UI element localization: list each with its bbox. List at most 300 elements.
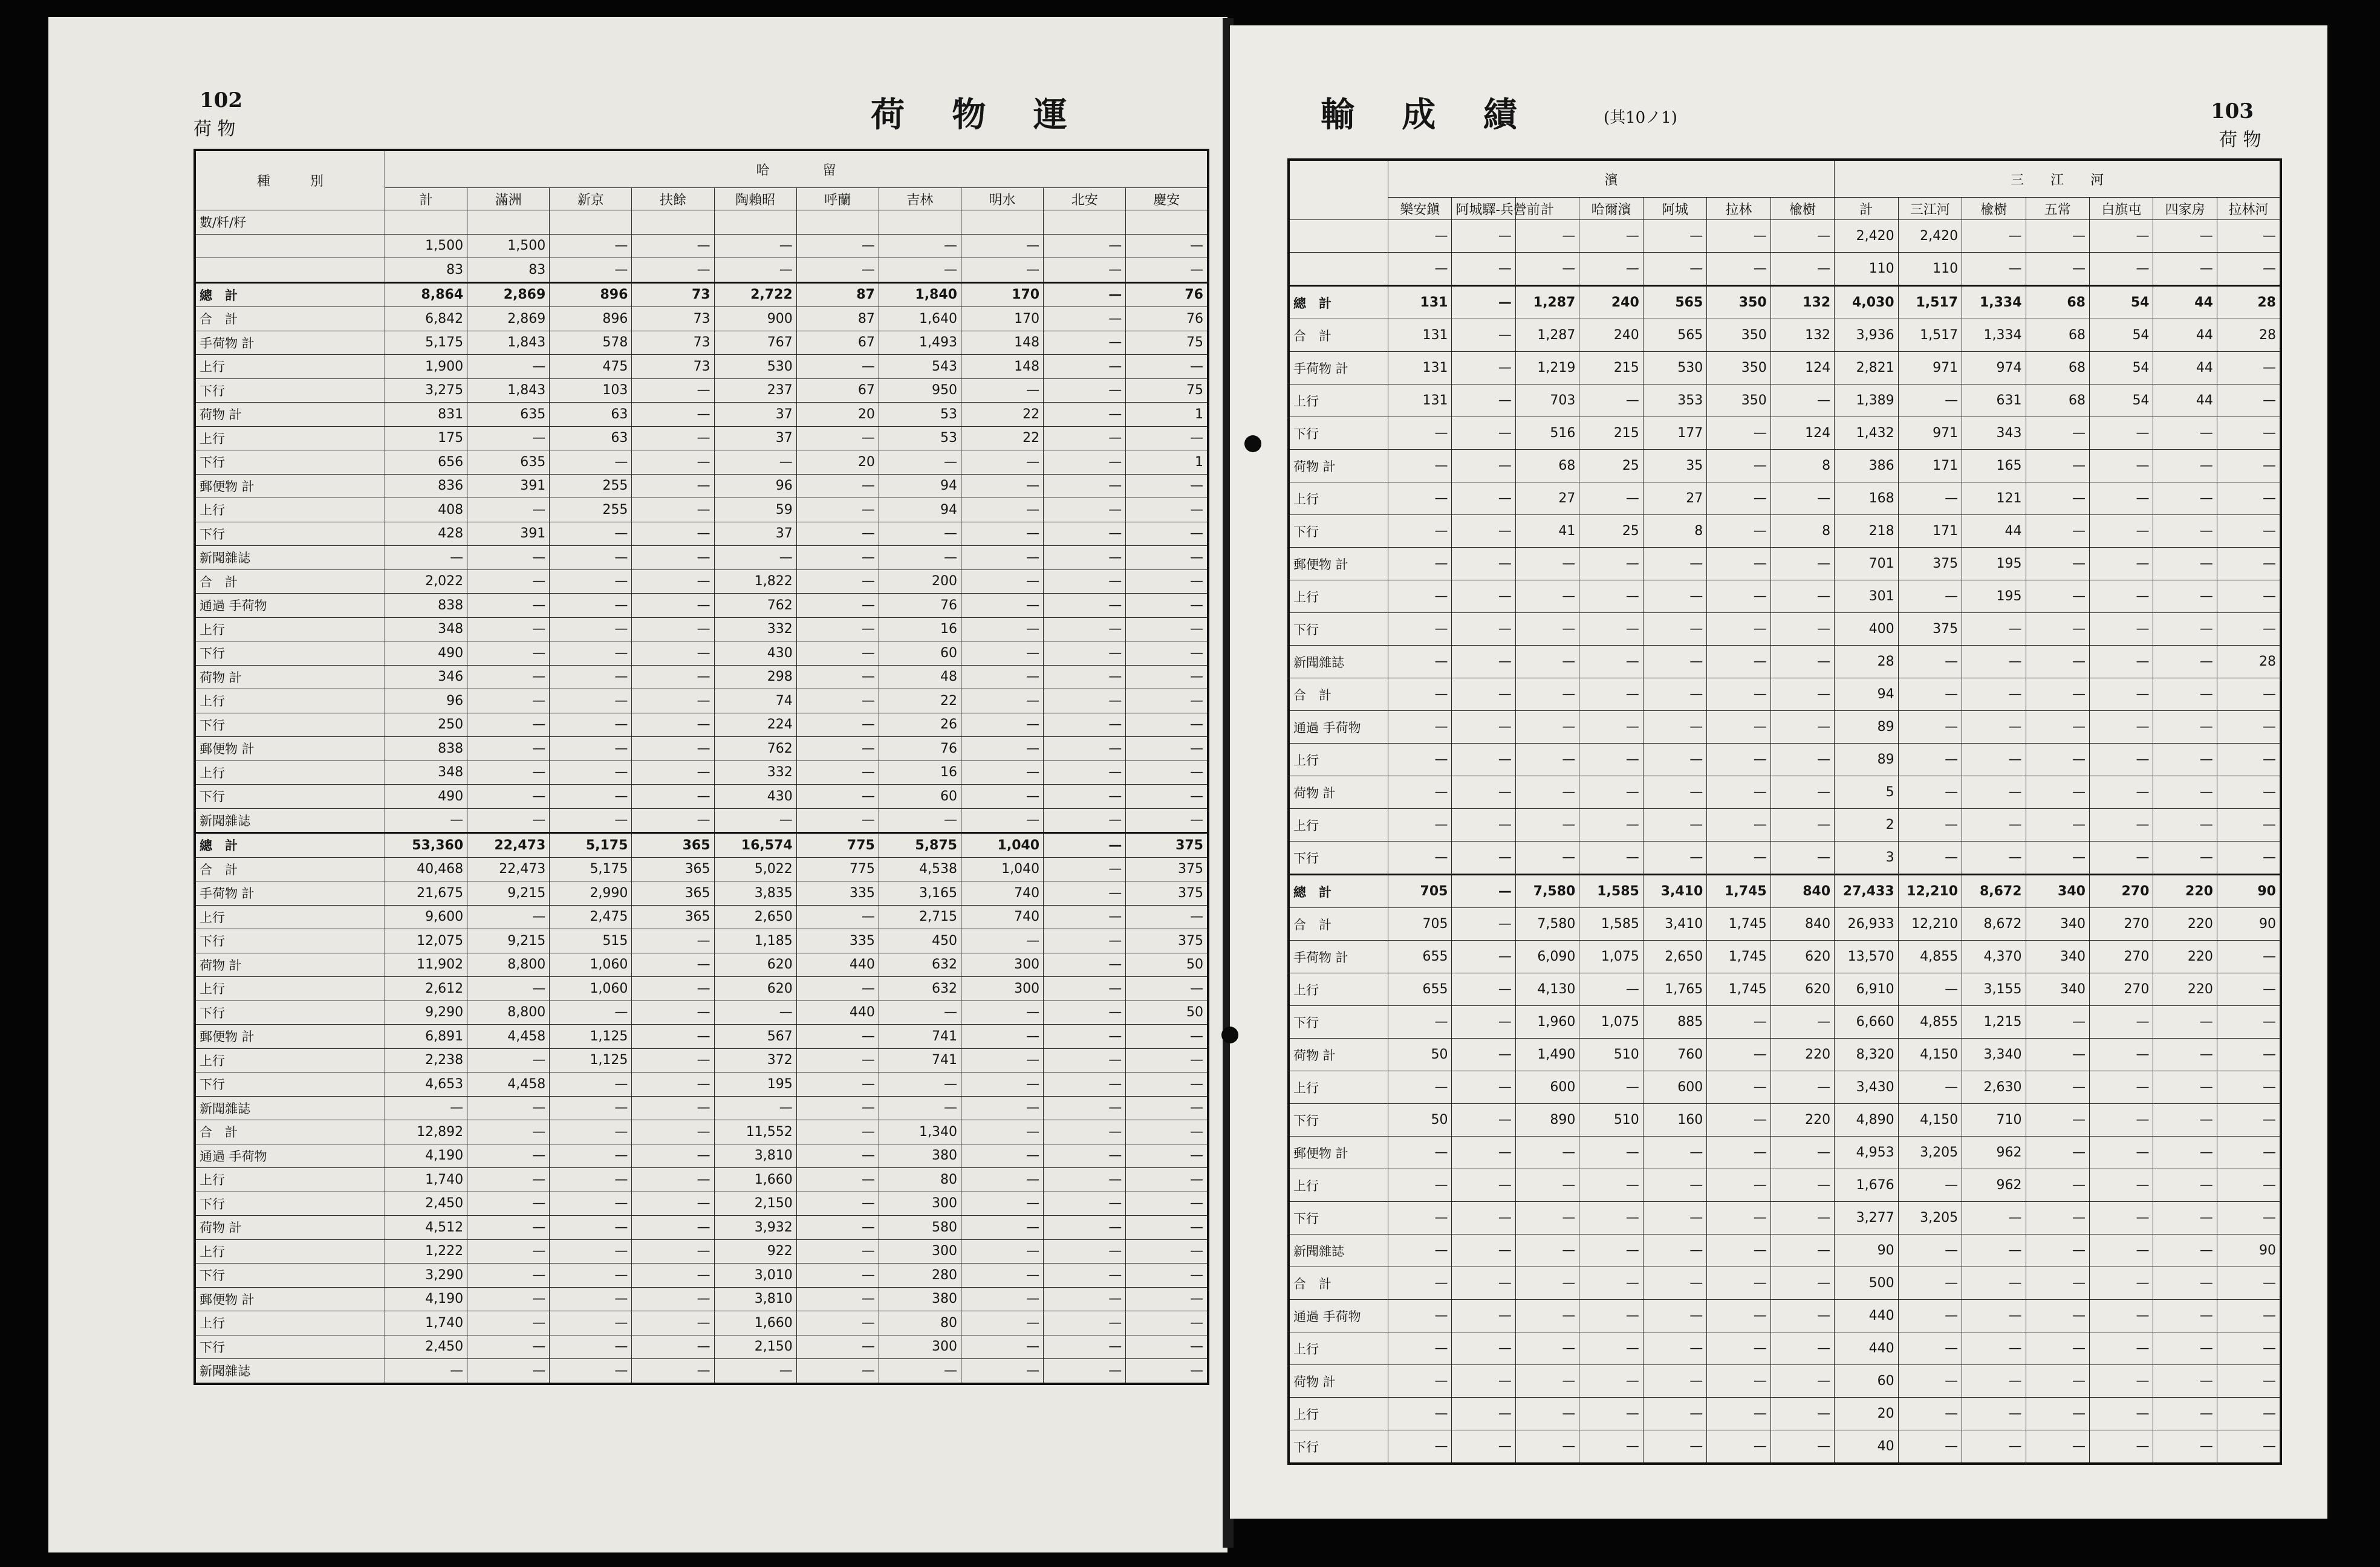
table-cell: — [1579,678,1643,711]
table-cell: 4,458 [467,1072,550,1097]
table-cell: — [1579,1071,1643,1104]
table-cell: — [2089,253,2153,286]
table-cell: 220 [1770,1104,1834,1137]
table-cell: — [2089,1039,2153,1071]
table-cell: 375 [1898,548,1962,580]
table-cell: — [2089,1332,2153,1365]
table-cell: — [632,450,714,475]
table-cell: — [1452,1234,1515,1267]
table-cell: — [632,1287,714,1311]
table-cell: — [1579,1169,1643,1202]
table-cell: — [1388,548,1452,580]
table-cell: — [1898,482,1962,515]
table-cell: 48 [879,665,961,689]
table-cell: — [632,1048,714,1072]
table-cell: — [1898,1365,1962,1398]
table-cell: 741 [879,1025,961,1049]
table-cell: 73 [632,307,714,331]
table-cell: 565 [1643,286,1706,319]
table-cell: 3,936 [1835,319,1898,352]
table-cell: — [1388,1006,1452,1039]
table-cell: 6,910 [1835,973,1898,1006]
table-cell: — [1452,1332,1515,1365]
table-cell: — [1515,646,1579,678]
table-cell: — [1044,1144,1126,1168]
table-cell: 27,433 [1835,875,1898,908]
table-cell: — [467,737,550,761]
table-cell: — [1044,498,1126,522]
table-cell: — [1388,1332,1452,1365]
table-cell: — [2153,580,2217,613]
table-cell: 2,022 [385,569,467,594]
column-header: 白旗屯 [2089,198,2153,220]
table-cell: 220 [2153,973,2217,1006]
table-cell: — [1898,1398,1962,1430]
table-cell: 346 [385,665,467,689]
table-cell: 94 [879,474,961,498]
table-cell: — [1044,1168,1126,1192]
table-row [195,689,1208,713]
table-cell: 1,660 [714,1168,796,1192]
table-cell: — [1579,809,1643,842]
table-row [1289,941,2281,973]
table-cell: — [2153,1300,2217,1332]
table-cell: 270 [2089,908,2153,941]
table-cell: — [2026,1169,2089,1202]
table-cell: — [961,617,1043,641]
table-row [195,355,1208,379]
table-row [1289,842,2281,875]
column-header: 拉林 [1707,198,1770,220]
table-cell: — [632,808,714,833]
table-cell: 510 [1579,1039,1643,1071]
table-cell: — [467,665,550,689]
table-cell: — [1579,1267,1643,1300]
table-cell: 516 [1515,417,1579,450]
table-row [1289,1300,2281,1332]
table-cell: — [1452,220,1515,253]
table-cell: 740 [961,881,1043,906]
table-cell: — [796,761,879,785]
table-cell: — [1707,842,1770,875]
row-label: 下行 [1289,417,1388,450]
table-row [195,761,1208,785]
table-row [195,450,1208,475]
row-label: 下行 [195,1001,385,1025]
table-cell [385,210,467,235]
table-cell: — [467,977,550,1001]
table-cell: — [550,1335,632,1359]
table-cell: 348 [385,617,467,641]
row-label: 手荷物 計 [195,331,385,355]
table-cell: — [2153,1398,2217,1430]
table-row [195,546,1208,570]
table-cell: 218 [1835,515,1898,548]
table-cell: — [2217,613,2281,646]
table-cell: 87 [796,282,879,307]
table-cell: 343 [1962,417,2026,450]
table-cell: — [1643,744,1706,776]
table-cell: — [2089,482,2153,515]
row-label: 下行 [195,1264,385,1288]
table-cell: 762 [714,737,796,761]
table-cell: — [1126,665,1208,689]
table-cell: 741 [879,1048,961,1072]
row-label: 下行 [1289,1202,1388,1234]
table-cell: — [796,1335,879,1359]
table-cell: — [1044,1192,1126,1216]
table-row [195,1072,1208,1097]
table-cell: — [2217,1398,2281,1430]
table-cell: — [714,1359,796,1384]
table-cell: — [467,761,550,785]
table-cell: 68 [1515,450,1579,482]
table-cell: 9,215 [467,929,550,953]
table-cell: — [2089,1006,2153,1039]
table-cell: — [1643,1365,1706,1398]
table-cell: 1,585 [1579,908,1643,941]
table-cell: — [467,785,550,809]
table-cell: 177 [1643,417,1706,450]
table-cell: — [2217,1300,2281,1332]
table-cell [1044,210,1126,235]
table-cell: 67 [796,378,879,403]
table-cell: — [467,1287,550,1311]
table-cell: — [2026,1137,2089,1169]
table-cell: 6,891 [385,1025,467,1049]
table-cell: — [1452,515,1515,548]
table-cell: — [1707,1365,1770,1398]
table-cell: 620 [714,953,796,977]
table-cell: 515 [550,929,632,953]
table-cell: — [1770,776,1834,809]
row-label: 合 計 [195,307,385,331]
table-cell: — [2217,842,2281,875]
table-cell: 9,215 [467,881,550,906]
table-cell: — [1515,678,1579,711]
table-cell: — [1452,1006,1515,1039]
table-cell: — [467,1216,550,1240]
table-cell: 450 [879,929,961,953]
table-cell: 350 [1707,286,1770,319]
table-cell: — [2153,515,2217,548]
table-cell: — [385,546,467,570]
table-cell: — [1044,641,1126,666]
table-cell: — [1126,594,1208,618]
column-header: 北安 [1044,188,1126,210]
table-cell: 3,810 [714,1144,796,1168]
table-cell: — [550,258,632,283]
table-cell: — [1044,355,1126,379]
table-cell: — [1707,1398,1770,1430]
table-cell: 767 [714,331,796,355]
table-cell: 131 [1388,286,1452,319]
row-label: 上行 [195,761,385,785]
table-cell: — [632,234,714,258]
row-label: 上行 [1289,809,1388,842]
table-cell: 50 [1126,1001,1208,1025]
row-label: 下行 [195,713,385,737]
table-cell: 3,340 [1962,1039,2026,1071]
table-cell: — [796,1096,879,1120]
table-row [195,1311,1208,1335]
table-cell: — [1643,548,1706,580]
table-cell: — [961,569,1043,594]
table-row [195,953,1208,977]
table-cell: 2,821 [1835,352,1898,384]
table-cell: 380 [879,1144,961,1168]
table-cell: — [1707,1267,1770,1300]
table-cell: — [1126,1144,1208,1168]
table-cell: — [632,713,714,737]
table-cell: — [1044,785,1126,809]
table-cell: — [1770,384,1834,417]
table-cell: 2,630 [1962,1071,2026,1104]
table-cell: 300 [961,977,1043,1001]
table-cell: 22 [961,403,1043,427]
table-cell: — [2217,711,2281,744]
table-cell: — [796,234,879,258]
row-label: 合 計 [195,1120,385,1144]
table-cell: — [550,234,632,258]
table-cell: — [1388,842,1452,875]
table-cell: 90 [2217,908,2281,941]
table-cell: — [632,1096,714,1120]
table-cell: — [1515,1169,1579,1202]
table-cell: 237 [714,378,796,403]
table-cell [961,210,1043,235]
table-cell: 4,150 [1898,1039,1962,1071]
table-cell: 3,275 [385,378,467,403]
table-cell: — [2026,744,2089,776]
table-row [195,498,1208,522]
table-cell: 83 [385,258,467,283]
table-cell: — [632,1335,714,1359]
table-cell: — [550,808,632,833]
table-cell: — [1044,1001,1126,1025]
table-cell: — [1044,617,1126,641]
table-cell: — [1388,776,1452,809]
table-row [195,713,1208,737]
table-cell: 5,875 [879,833,961,858]
table-cell: 4,512 [385,1216,467,1240]
table-cell: — [1044,737,1126,761]
table-cell: — [2026,1430,2089,1464]
table-cell: — [1126,808,1208,833]
table-cell: — [1452,548,1515,580]
table-cell: — [467,1311,550,1335]
table-cell: 475 [550,355,632,379]
table-cell: 1,389 [1835,384,1898,417]
table-cell: 20 [796,403,879,427]
table-row [1289,1169,2281,1202]
table-cell: 971 [1898,352,1962,384]
table-cell: 703 [1515,384,1579,417]
table-cell: 37 [714,522,796,546]
row-label: 下行 [1289,1006,1388,1039]
table-row [1289,352,2281,384]
table-cell: — [1643,613,1706,646]
table-cell: 386 [1835,450,1898,482]
table-row [195,282,1208,307]
table-cell: — [1452,711,1515,744]
table-cell: — [632,258,714,283]
table-cell: — [550,1264,632,1288]
row-label: 新聞雜誌 [1289,646,1388,678]
row-label: 合 計 [195,857,385,881]
table-cell: — [1898,646,1962,678]
table-cell: 365 [632,905,714,929]
table-cell: 8,672 [1962,908,2026,941]
table-cell: 44 [2153,319,2217,352]
table-cell: — [1515,253,1579,286]
row-label: 上行 [1289,384,1388,417]
table-cell: — [1770,1398,1834,1430]
table-cell: — [1388,1234,1452,1267]
table-cell: — [2217,678,2281,711]
table-cell: — [796,498,879,522]
row-label: 荷物 計 [1289,776,1388,809]
table-cell: — [796,1264,879,1288]
table-cell: — [632,1072,714,1097]
table-cell: — [879,1072,961,1097]
table-cell: — [1579,1332,1643,1365]
table-cell: — [1898,1300,1962,1332]
table-cell: — [1452,417,1515,450]
table-cell: — [1898,384,1962,417]
row-label: 新聞雜誌 [195,1359,385,1384]
table-cell: — [1452,482,1515,515]
table-cell: — [1707,1332,1770,1365]
table-cell: 896 [550,307,632,331]
table-row [195,833,1208,858]
table-cell: — [1452,1430,1515,1464]
table-cell: — [2089,1071,2153,1104]
table-cell: — [1044,905,1126,929]
table-row [195,1192,1208,1216]
table-cell: — [1044,1048,1126,1072]
table-cell: 1,960 [1515,1006,1579,1039]
table-cell: — [1515,809,1579,842]
table-cell: — [1898,678,1962,711]
table-cell: 170 [961,307,1043,331]
table-cell: — [550,1311,632,1335]
table-cell: — [1962,809,2026,842]
table-cell: — [796,355,879,379]
row-label: 上行 [1289,744,1388,776]
table-cell: 8,672 [1962,875,2026,908]
table-cell: — [1770,1365,1834,1398]
table-cell: — [1898,1430,1962,1464]
table-cell: — [2153,450,2217,482]
table-cell: — [1707,1137,1770,1169]
table-cell: 4,890 [1835,1104,1898,1137]
table-cell: 1,765 [1643,973,1706,1006]
table-row [1289,515,2281,548]
table-cell: 1,075 [1579,941,1643,973]
table-cell: — [714,450,796,475]
table-cell: — [2217,941,2281,973]
header-group: 濱 [1388,160,1835,198]
row-label: 上行 [195,498,385,522]
table-cell: — [1579,482,1643,515]
table-cell: 132 [1770,319,1834,352]
table-cell: 220 [1770,1039,1834,1071]
ledger-table-left [193,149,1209,1385]
table-cell: 353 [1643,384,1706,417]
column-header: 陶賴昭 [714,188,796,210]
table-cell: 2,238 [385,1048,467,1072]
table-row [195,1335,1208,1359]
table-cell: — [550,785,632,809]
table-cell: 1,640 [879,307,961,331]
table-cell: — [1044,378,1126,403]
table-cell: 68 [2026,286,2089,319]
table-cell: — [1452,613,1515,646]
row-label: 郵便物 計 [195,1287,385,1311]
table-cell: — [2089,842,2153,875]
table-cell: — [550,713,632,737]
table-cell: — [1388,678,1452,711]
table-cell: 838 [385,594,467,618]
table-cell: — [796,1311,879,1335]
table-cell: 2,475 [550,905,632,929]
table-row [195,1264,1208,1288]
table-cell: — [1579,1300,1643,1332]
table-cell: 430 [714,785,796,809]
table-cell: 1,060 [550,977,632,1001]
table-cell: 60 [1835,1365,1898,1398]
table-cell: 215 [1579,417,1643,450]
table-cell: 90 [2217,1234,2281,1267]
page-number-right: 103 [2211,99,2254,123]
table-cell: — [1044,1335,1126,1359]
table-cell: 705 [1388,908,1452,941]
row-label: 上行 [195,689,385,713]
table-cell: — [2026,417,2089,450]
table-cell: — [632,474,714,498]
table-cell: 44 [2153,384,2217,417]
table-cell: 8,320 [1835,1039,1898,1071]
column-header: 哈爾濱 [1579,198,1643,220]
table-cell: — [1126,761,1208,785]
table-cell: — [714,808,796,833]
table-cell: 1,334 [1962,319,2026,352]
table-cell: 87 [796,307,879,331]
right-page [1230,25,2327,1519]
table-cell: — [467,1359,550,1384]
table-cell: 1,060 [550,953,632,977]
table-cell: — [1126,1311,1208,1335]
table-cell: — [961,737,1043,761]
table-row [1289,1430,2281,1464]
table-cell: 124 [1770,417,1834,450]
table-cell: — [1643,809,1706,842]
table-row [195,1216,1208,1240]
table-cell: — [961,1359,1043,1384]
table-cell: — [2217,776,2281,809]
table-cell: — [550,1144,632,1168]
table-cell: — [1579,613,1643,646]
table-cell: — [1126,522,1208,546]
table-cell: — [2026,580,2089,613]
table-cell: — [1962,220,2026,253]
table-cell: 375 [1126,929,1208,953]
table-cell: — [1044,1120,1126,1144]
label-header: 種 別 [195,150,385,210]
table-cell: 3,835 [714,881,796,906]
table-cell: 1,843 [467,378,550,403]
